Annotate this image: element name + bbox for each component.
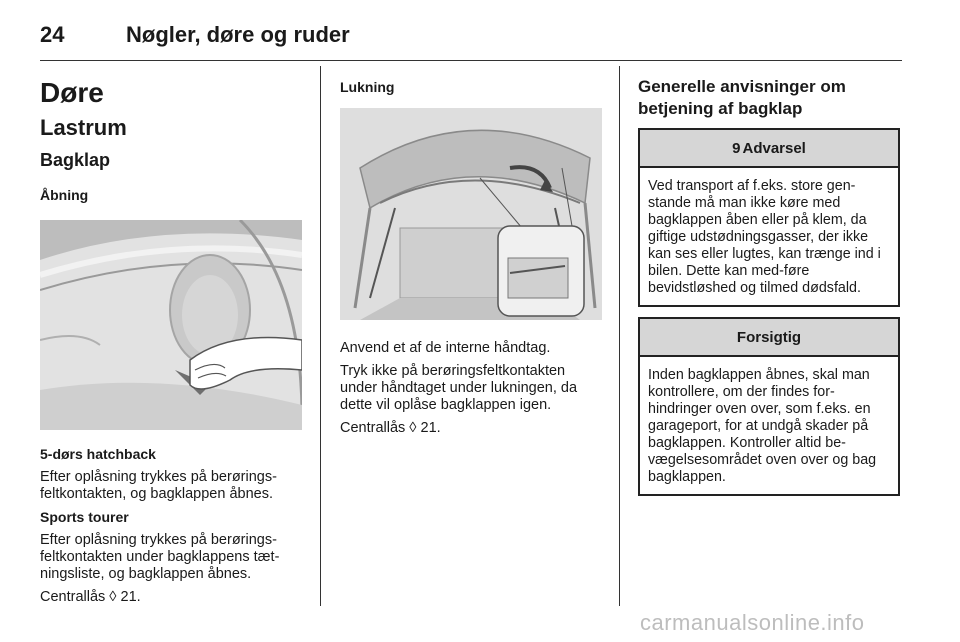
warning-icon: 9	[732, 139, 741, 157]
warning-header	[640, 130, 898, 168]
tailgate-opening-illustration	[40, 220, 302, 430]
tailgate-closing-illustration	[340, 108, 602, 320]
caution-title: Forsigtig	[736, 328, 802, 346]
cross-reference: Centrallås ◊ 21.	[340, 420, 441, 436]
variant-label-sports-tourer: Sports tourer	[40, 509, 129, 525]
caution-body	[640, 357, 898, 494]
tailgate-interior-handle-image	[340, 108, 602, 320]
paragraph: Tryk ikke på berøringsfeltkontakten under håndtaget under lukningen, da dette vil oplåse bagklappen igen.	[340, 363, 578, 413]
header-rule	[40, 60, 902, 61]
subsection-title: Lastrum	[40, 115, 127, 140]
variant-label-hatchback: 5-dørs hatchback	[40, 446, 156, 462]
page-header	[40, 14, 902, 54]
column-right	[638, 66, 900, 496]
caution-text: Inden bagklappen åbnes, skal man kontrollere, om der findes for-hindringer oven over, som f.eks. en garageport, for at undgå skader på bagklappen. Kontroller altid be-vægelsesområdet oven over og bag bagklappen.	[648, 367, 877, 485]
section-title: Døre	[40, 77, 104, 108]
warning-text: Ved transport af f.eks. store gen-stande må man ikke køre med bagklappen åben eller på klem, da giftige udstødningsgasser, der ikke kan ses eller lugtes, kan trænge ind i bilen. Dette kan med-føre bevidstløshed og tilmed dødsfald.	[648, 178, 881, 296]
caution-header	[640, 319, 898, 357]
paragraph: Efter oplåsning trykkes på berørings-feltkontakten, og bagklappen åbnes.	[40, 469, 277, 502]
column-divider	[320, 66, 321, 606]
warning-box	[638, 128, 900, 307]
watermark: carmanualsonline.info	[640, 610, 865, 635]
warning-title: Advarsel	[742, 139, 806, 157]
paragraph: Anvend et af de interne håndtag.	[340, 340, 551, 356]
column-left	[40, 66, 302, 606]
running-title: Nøgler, døre og ruder	[126, 22, 350, 47]
column-middle	[340, 66, 602, 437]
topic-subtitle: Åbning	[40, 187, 89, 203]
topic-subtitle: Lukning	[340, 79, 395, 95]
warning-body	[640, 168, 898, 305]
caution-box	[638, 317, 900, 496]
paragraph: Efter oplåsning trykkes på berørings-feltkontakten under bagklappens tæt-ningsliste, og bagklappen åbnes.	[40, 532, 280, 582]
column-divider	[619, 66, 620, 606]
section-title: Generelle anvisninger om betjening af bagklap	[638, 77, 846, 118]
tailgate-handle-image	[40, 220, 302, 430]
cross-reference: Centrallås ◊ 21.	[40, 589, 141, 605]
topic-title: Bagklap	[40, 150, 111, 170]
page-number: 24	[40, 22, 65, 47]
